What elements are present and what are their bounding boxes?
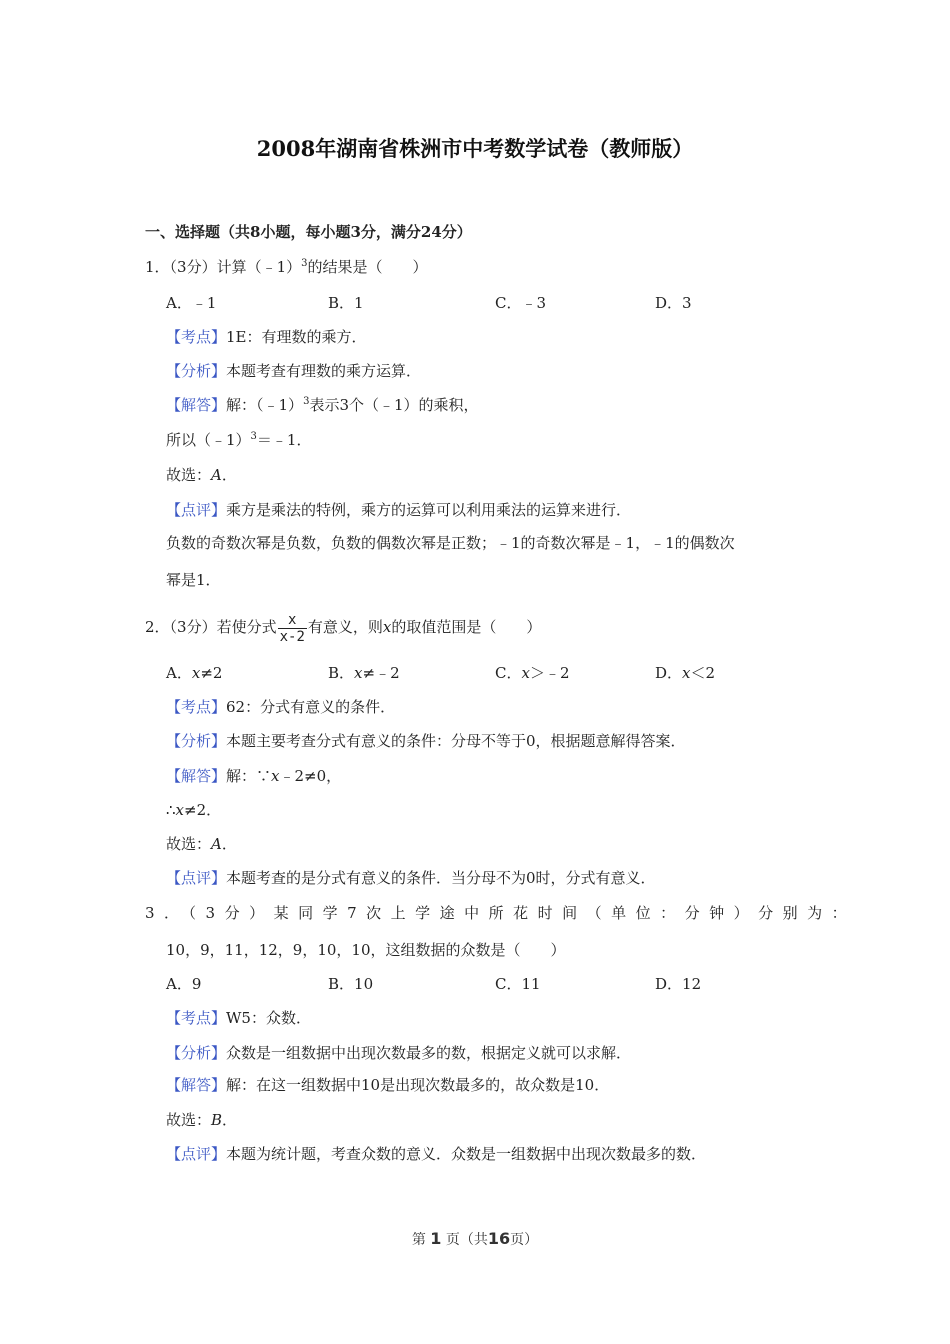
question-2-stem: 2．（3分）若使分式 $\frac{x}{x-2}$ 有意义，则x的取值范围是（ ）	[145, 611, 542, 645]
question-3-stem-line-2: 10，9，11，12，9，10，10，这组数据的众数是（ ）	[166, 941, 566, 959]
question-3-dianping: 【点评】本题为统计题，考查众数的意义．众数是一组数据中出现次数最多的数．	[166, 1145, 707, 1163]
question-2-kaodian: 【考点】62：分式有意义的条件．	[166, 698, 396, 716]
question-1-jieda: 【解答】解：（﹣1）$^3$表示3个（﹣1）的乘积，	[166, 396, 479, 414]
question-3-option-c: C．11	[495, 975, 541, 993]
question-3-option-d: D．12	[655, 975, 702, 993]
question-1-option-d: D．3	[655, 294, 692, 312]
question-1-answer: 故选：A．	[166, 466, 237, 484]
question-1-option-c: C．﹣3	[495, 294, 547, 312]
question-2-option-a: A．x≠2	[166, 664, 223, 682]
question-2-fenxi: 【分析】本题主要考查分式有意义的条件：分母不等于0，根据题意解得答案．	[166, 732, 686, 750]
question-1-option-a: A．﹣1	[166, 294, 217, 312]
question-1-dianping: 【点评】乘方是乘法的特例，乘方的运算可以利用乘法的运算来进行．	[166, 501, 632, 519]
question-1-stem: 1．（3分）计算（﹣1）$^3$的结果是（ ）	[145, 258, 428, 276]
question-2-dianping: 【点评】本题考查的是分式有意义的条件．当分母不为0时，分式有意义．	[166, 869, 656, 887]
page-footer: 第 1 页（共16页）	[411, 1229, 539, 1248]
question-2-option-c: C．x＞﹣2	[495, 664, 570, 682]
question-2-step: ∴x≠2．	[166, 801, 222, 819]
question-3-option-b: B．10	[328, 975, 374, 993]
question-1-step: 所以（﹣1）$^3$＝﹣1．	[166, 431, 312, 449]
question-3-stem-line-1: 3．（3分）某同学7次上学途中所花时间（单位：分钟）分别为：	[145, 904, 857, 922]
question-3-fenxi: 【分析】众数是一组数据中出现次数最多的数，根据定义就可以求解．	[166, 1044, 632, 1062]
question-1-fenxi: 【分析】本题考查有理数的乘方运算．	[166, 362, 422, 380]
question-3-kaodian: 【考点】W5：众数．	[166, 1009, 311, 1027]
question-3-option-a: A．9	[166, 975, 202, 993]
page-total: 16	[487, 1229, 511, 1248]
question-1-extra-line-2: 幂是1．	[166, 571, 221, 589]
question-2-option-d: D．x＜2	[655, 664, 716, 682]
question-1-option-b: B．1	[328, 294, 364, 312]
fraction-x-over-x-minus-2: $\frac{x}{x-2}$	[279, 611, 305, 645]
question-2-option-b: B．x≠﹣2	[328, 664, 400, 682]
question-3-jieda: 【解答】解：在这一组数据中10是出现次数最多的，故众数是10．	[166, 1076, 610, 1094]
section-heading: 一、选择题（共8小题，每小题3分，满分24分）	[145, 223, 472, 241]
document-title: 2008年湖南省株洲市中考数学试卷（教师版）	[256, 136, 694, 161]
page-number: 1	[430, 1229, 442, 1248]
question-1-kaodian: 【考点】1E：有理数的乘方．	[166, 328, 367, 346]
question-2-jieda: 【解答】解：∵x﹣2≠0，	[166, 767, 342, 785]
question-3-answer: 故选：B．	[166, 1111, 238, 1129]
question-2-answer: 故选：A．	[166, 835, 237, 853]
question-1-extra-line-1: 负数的奇数次幂是负数，负数的偶数次幂是正数；﹣1的奇数次幂是﹣1，﹣1的偶数次	[166, 534, 735, 552]
